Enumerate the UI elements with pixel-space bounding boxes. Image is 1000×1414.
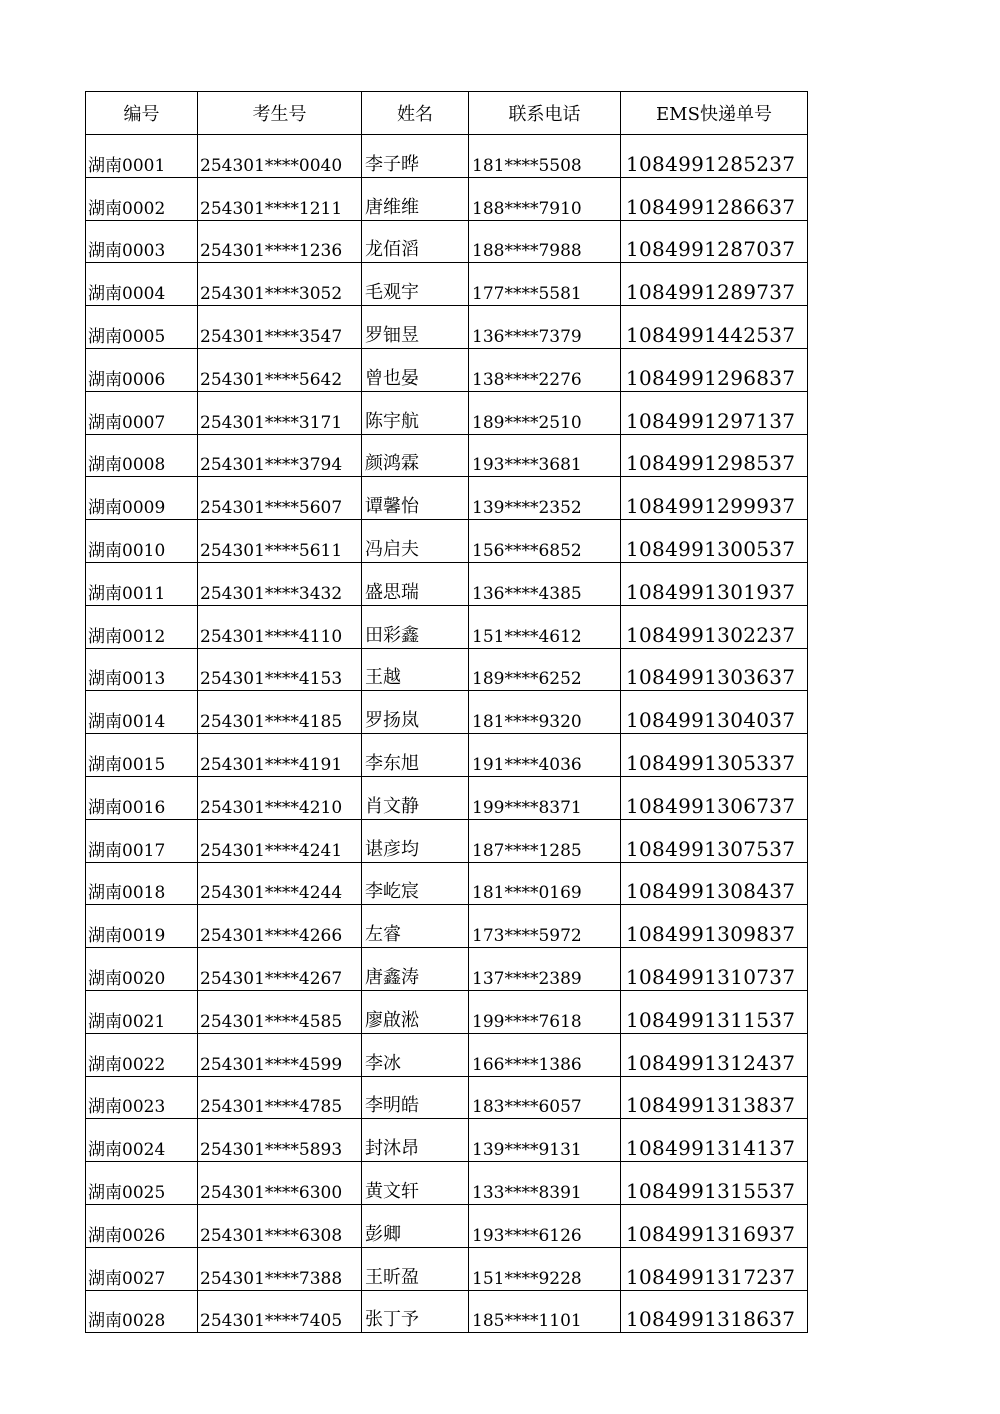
cell-ems-number: 1084991310737: [621, 948, 808, 991]
cell-exam-number: 254301****4241: [198, 819, 362, 862]
cell-exam-number: 254301****1236: [198, 220, 362, 263]
cell-name: 冯启夫: [362, 520, 469, 563]
header-row: [86, 92, 808, 135]
cell-id: 湖南0011: [86, 562, 198, 605]
cell-ems-number: 1084991286637: [621, 177, 808, 220]
cell-ems-number: 1084991287037: [621, 220, 808, 263]
table-row: [86, 862, 808, 905]
table-row: [86, 1076, 808, 1119]
header-phone: 联系电话: [469, 92, 621, 135]
cell-ems-number: 1084991307537: [621, 819, 808, 862]
cell-phone: 187****1285: [469, 819, 621, 862]
cell-ems-number: 1084991309837: [621, 905, 808, 948]
table-row: [86, 605, 808, 648]
cell-exam-number: 254301****3794: [198, 434, 362, 477]
cell-exam-number: 254301****7405: [198, 1290, 362, 1333]
cell-ems-number: 1084991312437: [621, 1033, 808, 1076]
cell-id: 湖南0016: [86, 776, 198, 819]
cell-id: 湖南0020: [86, 948, 198, 991]
cell-exam-number: 254301****5607: [198, 477, 362, 520]
cell-exam-number: 254301****4153: [198, 648, 362, 691]
cell-exam-number: 254301****7388: [198, 1247, 362, 1290]
table-row: [86, 1204, 808, 1247]
cell-exam-number: 254301****6308: [198, 1204, 362, 1247]
table-row: [86, 520, 808, 563]
cell-exam-number: 254301****4266: [198, 905, 362, 948]
cell-phone: 177****5581: [469, 263, 621, 306]
table-row: [86, 1247, 808, 1290]
cell-id: 湖南0019: [86, 905, 198, 948]
table-row: [86, 734, 808, 777]
cell-id: 湖南0003: [86, 220, 198, 263]
cell-phone: 151****9228: [469, 1247, 621, 1290]
table-row: [86, 135, 808, 178]
cell-exam-number: 254301****3052: [198, 263, 362, 306]
cell-phone: 189****2510: [469, 391, 621, 434]
cell-name: 肖文静: [362, 776, 469, 819]
cell-phone: 136****7379: [469, 306, 621, 349]
cell-exam-number: 254301****4267: [198, 948, 362, 991]
cell-phone: 181****5508: [469, 135, 621, 178]
cell-phone: 133****8391: [469, 1162, 621, 1205]
cell-id: 湖南0001: [86, 135, 198, 178]
cell-id: 湖南0023: [86, 1076, 198, 1119]
cell-phone: 188****7988: [469, 220, 621, 263]
cell-phone: 138****2276: [469, 348, 621, 391]
cell-phone: 137****2389: [469, 948, 621, 991]
table-row: [86, 1119, 808, 1162]
cell-id: 湖南0012: [86, 605, 198, 648]
cell-name: 罗钿昱: [362, 306, 469, 349]
table-row: [86, 1290, 808, 1333]
cell-name: 李明皓: [362, 1076, 469, 1119]
table-row: [86, 948, 808, 991]
cell-ems-number: 1084991296837: [621, 348, 808, 391]
cell-ems-number: 1084991285237: [621, 135, 808, 178]
cell-name: 谭馨怡: [362, 477, 469, 520]
cell-ems-number: 1084991303637: [621, 648, 808, 691]
cell-exam-number: 254301****5893: [198, 1119, 362, 1162]
shipping-table: [85, 91, 808, 1333]
table-row: [86, 905, 808, 948]
cell-id: 湖南0022: [86, 1033, 198, 1076]
cell-ems-number: 1084991317237: [621, 1247, 808, 1290]
cell-phone: 193****6126: [469, 1204, 621, 1247]
cell-exam-number: 254301****0040: [198, 135, 362, 178]
cell-name: 罗扬岚: [362, 691, 469, 734]
cell-name: 李子晔: [362, 135, 469, 178]
cell-phone: 199****7618: [469, 990, 621, 1033]
table-row: [86, 691, 808, 734]
cell-ems-number: 1084991289737: [621, 263, 808, 306]
cell-ems-number: 1084991311537: [621, 990, 808, 1033]
table-row: [86, 562, 808, 605]
table-body: [86, 135, 808, 1333]
cell-ems-number: 1084991318637: [621, 1290, 808, 1333]
cell-exam-number: 254301****4599: [198, 1033, 362, 1076]
cell-id: 湖南0026: [86, 1204, 198, 1247]
cell-exam-number: 254301****3171: [198, 391, 362, 434]
cell-name: 黄文轩: [362, 1162, 469, 1205]
cell-ems-number: 1084991305337: [621, 734, 808, 777]
table-row: [86, 648, 808, 691]
cell-phone: 193****3681: [469, 434, 621, 477]
cell-name: 颜鸿霖: [362, 434, 469, 477]
cell-name: 左睿: [362, 905, 469, 948]
table-row: [86, 776, 808, 819]
cell-exam-number: 254301****4210: [198, 776, 362, 819]
cell-ems-number: 1084991313837: [621, 1076, 808, 1119]
cell-ems-number: 1084991298537: [621, 434, 808, 477]
table-row: [86, 348, 808, 391]
cell-phone: 136****4385: [469, 562, 621, 605]
cell-id: 湖南0027: [86, 1247, 198, 1290]
cell-ems-number: 1084991297137: [621, 391, 808, 434]
cell-id: 湖南0018: [86, 862, 198, 905]
cell-name: 唐维维: [362, 177, 469, 220]
cell-name: 张丁予: [362, 1290, 469, 1333]
cell-id: 湖南0021: [86, 990, 198, 1033]
cell-phone: 181****9320: [469, 691, 621, 734]
cell-ems-number: 1084991315537: [621, 1162, 808, 1205]
cell-phone: 199****8371: [469, 776, 621, 819]
cell-exam-number: 254301****3547: [198, 306, 362, 349]
cell-name: 李冰: [362, 1033, 469, 1076]
cell-phone: 183****6057: [469, 1076, 621, 1119]
cell-exam-number: 254301****6300: [198, 1162, 362, 1205]
cell-name: 曾也晏: [362, 348, 469, 391]
cell-exam-number: 254301****1211: [198, 177, 362, 220]
cell-name: 李东旭: [362, 734, 469, 777]
cell-phone: 166****1386: [469, 1033, 621, 1076]
cell-id: 湖南0008: [86, 434, 198, 477]
cell-ems-number: 1084991314137: [621, 1119, 808, 1162]
cell-id: 湖南0013: [86, 648, 198, 691]
cell-ems-number: 1084991300537: [621, 520, 808, 563]
cell-exam-number: 254301****4585: [198, 990, 362, 1033]
cell-name: 谌彦均: [362, 819, 469, 862]
cell-ems-number: 1084991306737: [621, 776, 808, 819]
cell-name: 毛观宇: [362, 263, 469, 306]
cell-exam-number: 254301****4244: [198, 862, 362, 905]
cell-phone: 173****5972: [469, 905, 621, 948]
cell-phone: 189****6252: [469, 648, 621, 691]
table-row: [86, 990, 808, 1033]
cell-ems-number: 1084991304037: [621, 691, 808, 734]
header-ems-number: EMS快递单号: [621, 92, 808, 135]
cell-phone: 139****2352: [469, 477, 621, 520]
cell-exam-number: 254301****5642: [198, 348, 362, 391]
cell-ems-number: 1084991308437: [621, 862, 808, 905]
cell-id: 湖南0009: [86, 477, 198, 520]
cell-exam-number: 254301****4191: [198, 734, 362, 777]
table-row: [86, 434, 808, 477]
cell-name: 陈宇航: [362, 391, 469, 434]
table-row: [86, 819, 808, 862]
cell-phone: 181****0169: [469, 862, 621, 905]
cell-id: 湖南0015: [86, 734, 198, 777]
cell-id: 湖南0006: [86, 348, 198, 391]
header-exam-number: 考生号: [198, 92, 362, 135]
cell-name: 封沐昂: [362, 1119, 469, 1162]
cell-exam-number: 254301****3432: [198, 562, 362, 605]
cell-name: 盛思瑞: [362, 562, 469, 605]
table-row: [86, 391, 808, 434]
cell-exam-number: 254301****4185: [198, 691, 362, 734]
cell-id: 湖南0010: [86, 520, 198, 563]
table-row: [86, 306, 808, 349]
cell-name: 龙佰滔: [362, 220, 469, 263]
cell-id: 湖南0014: [86, 691, 198, 734]
cell-exam-number: 254301****4785: [198, 1076, 362, 1119]
cell-id: 湖南0005: [86, 306, 198, 349]
cell-name: 廖啟淞: [362, 990, 469, 1033]
cell-ems-number: 1084991299937: [621, 477, 808, 520]
cell-exam-number: 254301****4110: [198, 605, 362, 648]
cell-name: 李屹宸: [362, 862, 469, 905]
cell-exam-number: 254301****5611: [198, 520, 362, 563]
cell-phone: 191****4036: [469, 734, 621, 777]
cell-name: 王越: [362, 648, 469, 691]
table-row: [86, 1033, 808, 1076]
cell-phone: 188****7910: [469, 177, 621, 220]
table-row: [86, 1162, 808, 1205]
cell-name: 王昕盈: [362, 1247, 469, 1290]
cell-ems-number: 1084991442537: [621, 306, 808, 349]
cell-name: 唐鑫涛: [362, 948, 469, 991]
cell-phone: 185****1101: [469, 1290, 621, 1333]
cell-ems-number: 1084991316937: [621, 1204, 808, 1247]
cell-phone: 151****4612: [469, 605, 621, 648]
table-row: [86, 220, 808, 263]
cell-ems-number: 1084991301937: [621, 562, 808, 605]
cell-id: 湖南0004: [86, 263, 198, 306]
cell-id: 湖南0002: [86, 177, 198, 220]
cell-id: 湖南0024: [86, 1119, 198, 1162]
cell-id: 湖南0028: [86, 1290, 198, 1333]
cell-ems-number: 1084991302237: [621, 605, 808, 648]
cell-name: 田彩鑫: [362, 605, 469, 648]
table-row: [86, 263, 808, 306]
header-name: 姓名: [362, 92, 469, 135]
table-row: [86, 477, 808, 520]
header-id: 编号: [86, 92, 198, 135]
cell-id: 湖南0017: [86, 819, 198, 862]
cell-phone: 139****9131: [469, 1119, 621, 1162]
cell-name: 彭卿: [362, 1204, 469, 1247]
cell-id: 湖南0025: [86, 1162, 198, 1205]
table-row: [86, 177, 808, 220]
cell-phone: 156****6852: [469, 520, 621, 563]
cell-id: 湖南0007: [86, 391, 198, 434]
